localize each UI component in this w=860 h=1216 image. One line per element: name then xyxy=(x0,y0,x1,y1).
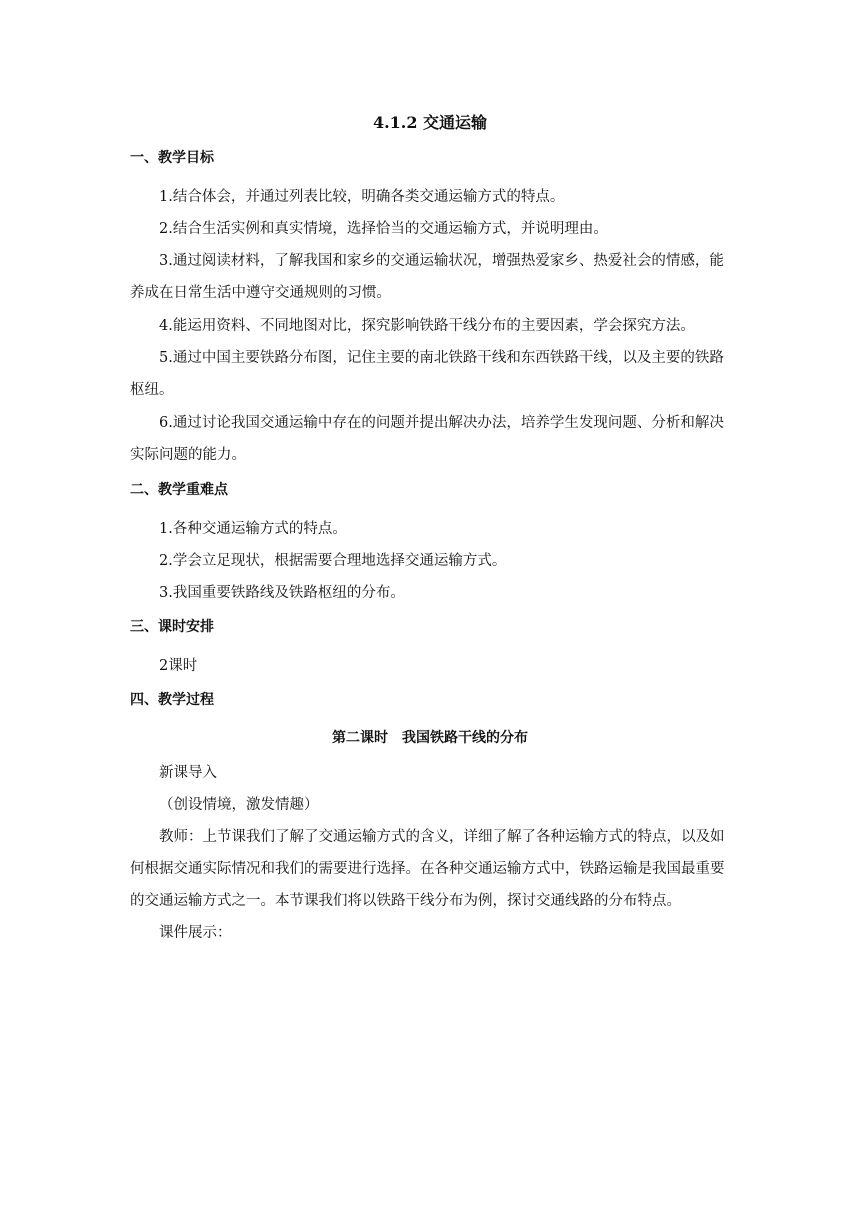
schedule-text: 2课时 xyxy=(159,658,198,674)
intro-note: （创设情境，激发情趣） xyxy=(159,797,319,813)
document-content xyxy=(130,112,730,949)
key-point-item: 1.各种交通运输方式的特点。 xyxy=(159,521,347,537)
lesson-title: 第二课时 我国铁路干线的分布 xyxy=(332,730,528,746)
teacher-paragraph: 教师：上节课我们了解了交通运输方式的含义，详细了解了各种运输方式的特点，以及如何根据交通实际情况和我们的需要进行选择。在各种交通运输方式中，铁路运输是我国最重要的交通运输方式之一。本节课我们将以铁路干线分布为例，探讨交通线路的分布特点。 xyxy=(130,829,725,909)
document-title: 4.1.2 交通运输 xyxy=(372,113,488,132)
objective-item: 5.通过中国主要铁路分布图，记住主要的南北铁路干线和东西铁路干线，以及主要的铁路枢纽。 xyxy=(130,350,724,398)
key-point-item: 2.学会立足现状，根据需要合理地选择交通运输方式。 xyxy=(159,553,507,569)
courseware-label: 课件展示： xyxy=(159,925,232,941)
key-point-item: 3.我国重要铁路线及铁路枢纽的分布。 xyxy=(159,585,405,601)
section-heading-schedule: 三、课时安排 xyxy=(130,619,214,635)
objective-item: 3.通过阅读材料，了解我国和家乡的交通运输状况，增强热爱家乡、热爱社会的情感，能养成在日常生活中遵守交通规则的习惯。 xyxy=(130,253,724,301)
objective-item: 6.通过讨论我国交通运输中存在的问题并提出解决办法，培养学生发现问题、分析和解决实际问题的能力。 xyxy=(130,415,724,463)
section-heading-key-points: 二、教学重难点 xyxy=(130,482,228,498)
objective-item: 4.能运用资料、不同地图对比，探究影响铁路干线分布的主要因素，学会探究方法。 xyxy=(159,318,695,334)
intro-label: 新课导入 xyxy=(159,765,217,781)
section-heading-process: 四、教学过程 xyxy=(130,692,214,708)
objective-item: 2.结合生活实例和真实情境，选择恰当的交通运输方式，并说明理由。 xyxy=(159,221,608,237)
objective-item: 1.结合体会，并通过列表比较，明确各类交通运输方式的特点。 xyxy=(159,189,565,205)
section-heading-objectives: 一、教学目标 xyxy=(130,150,214,166)
